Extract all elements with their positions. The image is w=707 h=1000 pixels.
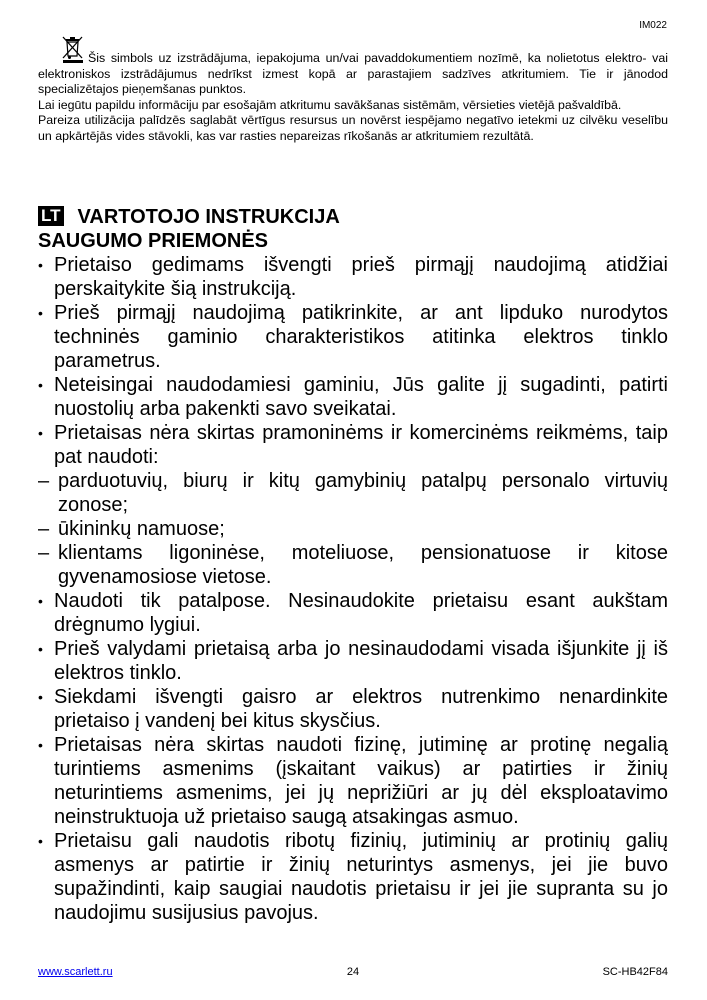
dash-list-item: [38, 469, 668, 517]
list-item-text: Prieš pirmąjį naudojimą patikrinkite, ar ant lipduko nurodytos techninės gaminio charakteristikos atitinka elektros tinklo parametrus.: [54, 302, 668, 372]
model-number: SC-HB42F84: [602, 966, 668, 978]
bullet-marker: •: [38, 689, 43, 705]
list-item-text: Prietaisu gali naudotis ribotų fizinių, jutiminių ar protinių galių asmenys ar patirtie ir žinių neturintys asmenys, jei jie buvo supažindinti, kaip saugiai naudotis prietaisu ir jei jie supranta su jo naudojimu susijusius pavojus.: [54, 830, 668, 924]
website-link[interactable]: www.scarlett.ru: [38, 966, 113, 978]
dash-marker: –: [38, 470, 50, 492]
crossed-out-wheelie-bin-icon: [60, 34, 86, 64]
bullet-list-item: [38, 253, 668, 301]
dash-list-item: [38, 541, 668, 589]
document-code: IM022: [639, 20, 667, 31]
list-item-text: Neteisingai naudodamiesi gaminiu, Jūs galite jį sugadinti, patirti nuostolių arba pakenkti savo sveikatai.: [54, 374, 668, 420]
bullet-marker: •: [38, 377, 43, 393]
bullet-list-item: [38, 637, 668, 685]
bullet-list-item: [38, 829, 668, 925]
section-subtitle: SAUGUMO PRIEMONĖS: [38, 230, 269, 252]
latvian-disposal-notice: [38, 34, 668, 144]
bullet-marker: •: [38, 425, 43, 441]
bullet-marker: •: [38, 737, 43, 753]
page-footer: [38, 966, 668, 978]
bullet-marker: •: [38, 641, 43, 657]
bullet-marker: •: [38, 593, 43, 609]
list-item-text: parduotuvių, biurų ir kitų gamybinių patalpų personalo virtuvių zonose;: [58, 470, 668, 516]
list-item-text: Prietaisas nėra skirtas naudoti fizinę, jutiminę ar protinę negalią turintiems asmenims (įskaitant vaikus) ar patirties ir žinių neturintiems asmenims, jei jų neprižiūri ar jų dėl eksploatavimo neinstruktuoja už prietaiso saugą atsakingas asmuo.: [54, 734, 668, 828]
latvian-paragraph-2: Lai iegūtu papildu informāciju par esošajām atkritumu savākšanas sistēmām, vērsieties vietējā pašvaldībā.: [38, 97, 622, 112]
bullet-marker: •: [38, 257, 43, 273]
list-item-text: Naudoti tik patalpose. Nesinaudokite prietaisu esant aukštam drėgnumo lygiui.: [54, 590, 668, 636]
list-item-text: klientams ligoninėse, moteliuose, pensionatuose ir kitose gyvenamosiose vietose.: [58, 542, 668, 588]
list-item-text: Prietaisas nėra skirtas pramoninėms ir komercinėms reikmėms, taip pat naudoti:: [54, 422, 668, 468]
section-title: VARTOTOJO INSTRUKCIJA: [77, 206, 340, 228]
bullet-list-item: [38, 733, 668, 829]
dash-marker: –: [38, 518, 50, 540]
list-item-text: Siekdami išvengti gaisro ar elektros nutrenkimo nenardinkite prietaiso į vandenį bei kitus skysčius.: [54, 686, 668, 732]
language-badge: LT: [38, 206, 64, 226]
latvian-paragraph-1: Šis simbols uz izstrādājuma, iepakojuma un/vai pavaddokumentiem nozīmē, ka nolietotus elektro- vai elektroniskos izstrādājumus nedrīkst izmest kopā ar parastajiem sadzīves atkritumiem. Tie ir jānodod specializētajos pieņemšanas punktos.: [38, 51, 668, 96]
bullet-list-item: [38, 685, 668, 733]
bullet-marker: •: [38, 833, 43, 849]
safety-instructions-list: [38, 253, 668, 925]
list-item-text: Prieš valydami prietaisą arba jo nesinaudodami visada išjunkite jį iš elektros tinklo.: [54, 638, 668, 684]
bullet-marker: •: [38, 305, 43, 321]
dash-marker: –: [38, 542, 50, 564]
bullet-list-item: [38, 589, 668, 637]
bullet-list-item: [38, 373, 668, 421]
bullet-list-item: [38, 301, 668, 373]
dash-list-item: [38, 517, 668, 541]
page-number: 24: [346, 966, 360, 978]
list-item-text: Prietaiso gedimams išvengti prieš pirmąjį naudojimą atidžiai perskaitykite šią instrukciją.: [54, 254, 668, 300]
section-heading: [38, 205, 340, 253]
list-item-text: ūkininkų namuose;: [58, 518, 225, 540]
bullet-list-item: [38, 421, 668, 469]
latvian-paragraph-3: Pareiza utilizācija palīdzēs saglabāt vērtīgus resursus un novērst iespējamo negatīvo ietekmi uz cilvēku veselību un apkārtējās vides stāvokli, kas var rasties nepareizas rīkošanās ar atkritumiem rezultātā.: [38, 113, 668, 143]
